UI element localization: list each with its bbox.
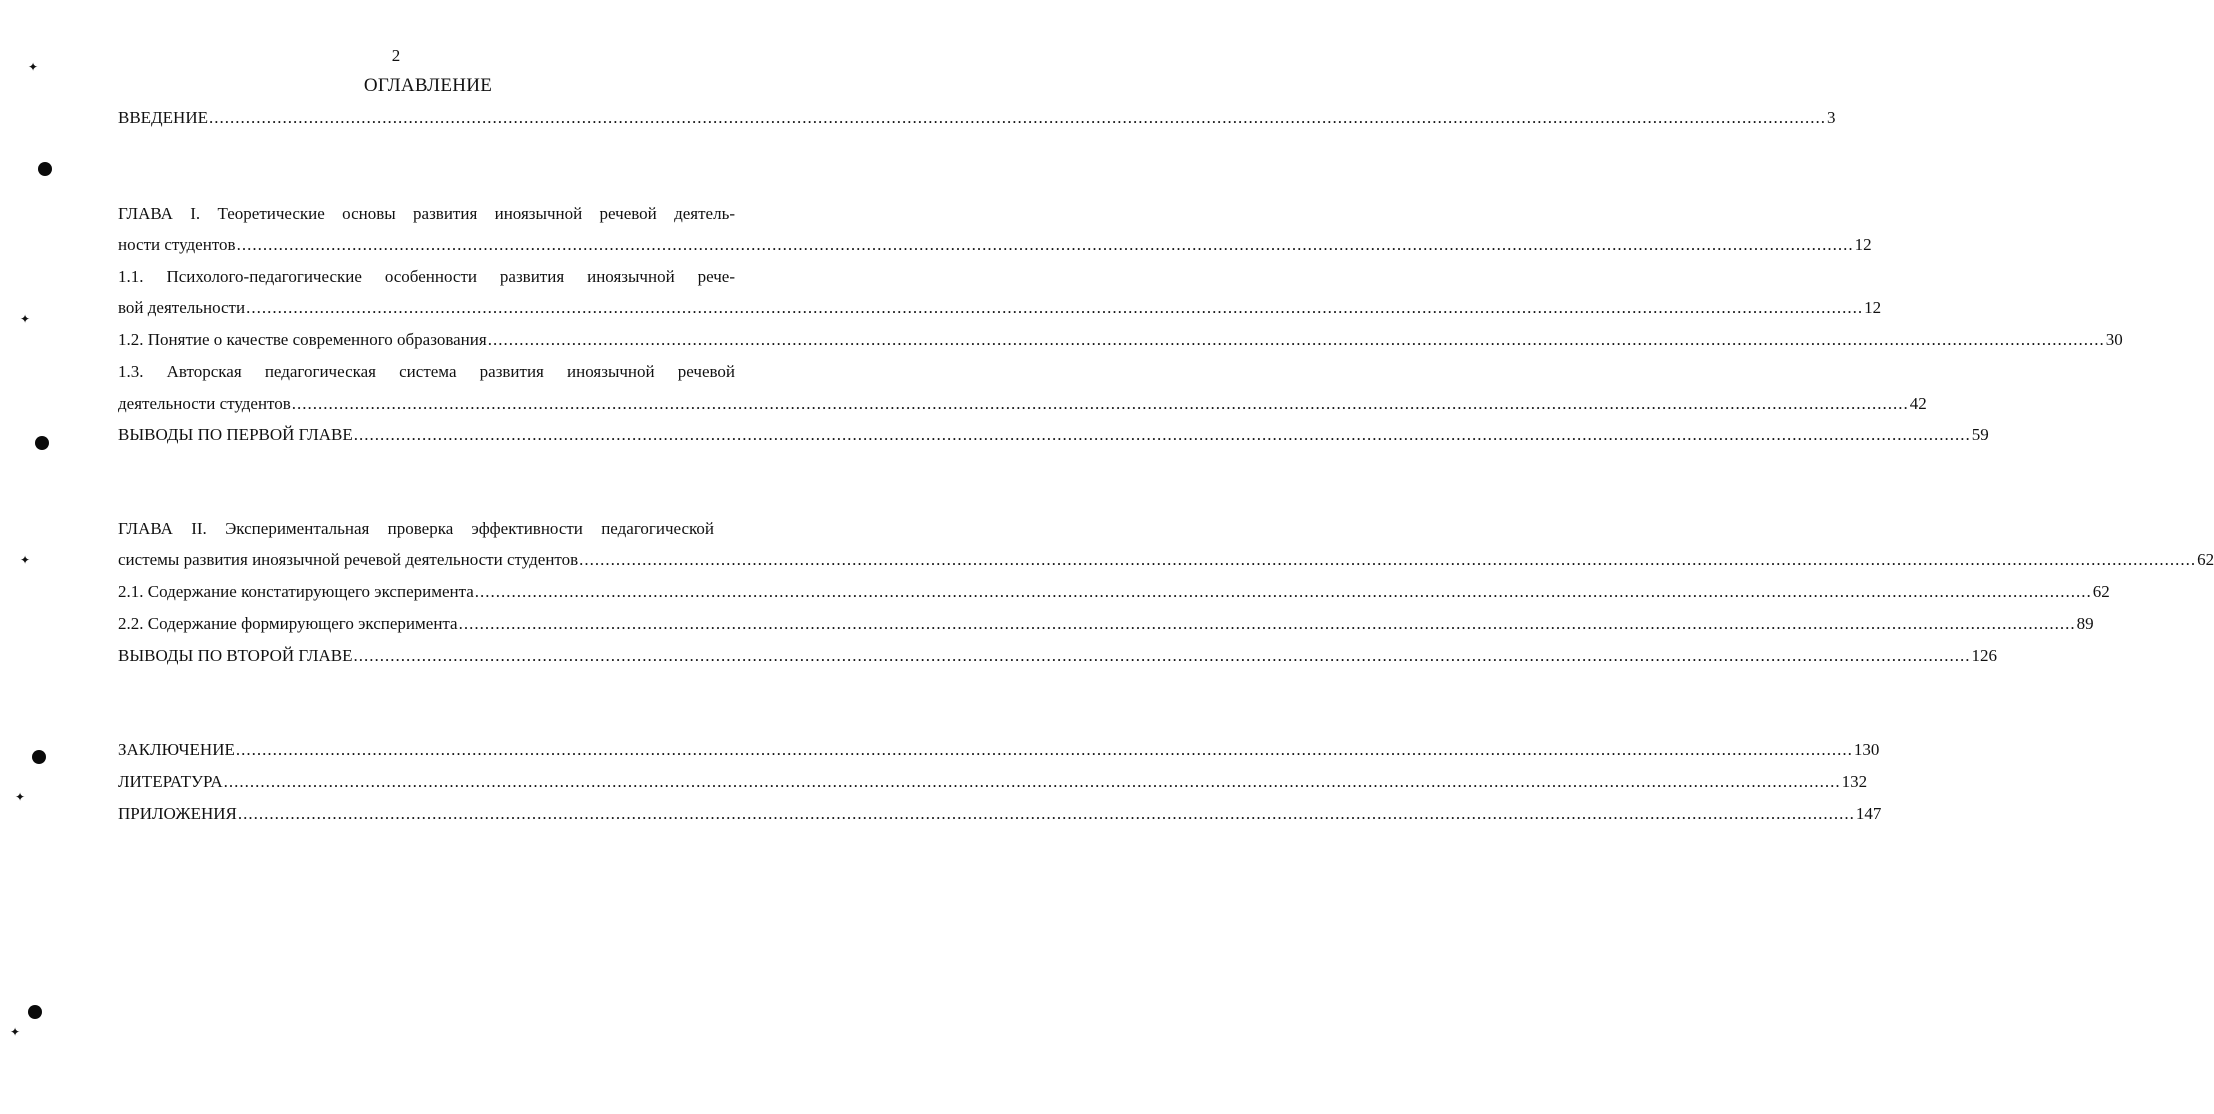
toc-entry-s13[interactable]	[118, 392, 1927, 416]
dot-leader: ....................................................................................................................................................................................................................................................................................................................	[291, 394, 1909, 413]
toc-entry-conclusion-2[interactable]	[118, 644, 1998, 668]
scan-mark: ✦	[15, 790, 26, 804]
dot-leader: ....................................................................................................................................................................................................................................................................................................................	[353, 646, 1971, 665]
toc-entry-appendices[interactable]	[118, 802, 1882, 826]
toc-entry-title: 2.1. Содержание констатирующего эксперимента	[118, 582, 474, 601]
dot-leader: ....................................................................................................................................................................................................................................................................................................................	[458, 614, 2076, 633]
scan-mark: ✦	[10, 1025, 21, 1039]
toc-entry-s11-line1[interactable]: 1.1. Психолого-педагогические особенности развития иноязычной рече-	[118, 267, 735, 286]
dot-leader: ....................................................................................................................................................................................................................................................................................................................	[223, 772, 1841, 791]
toc-entry-s22[interactable]	[118, 612, 2094, 636]
toc-entry-ch2[interactable]	[118, 548, 2214, 572]
toc-entry-title: деятельности студентов	[118, 394, 291, 413]
toc-entry-page: 12	[1864, 298, 1882, 317]
scan-mark: ✦	[28, 60, 39, 74]
toc-entry-s11[interactable]	[118, 296, 1882, 320]
toc-entry-title: вой деятельности	[118, 298, 246, 317]
toc-entry-page: 89	[2076, 614, 2094, 633]
toc-entry-title: ности студентов	[118, 235, 236, 254]
page-number: 2	[391, 46, 401, 65]
toc-entry-title: ЛИТЕРАТУРА	[118, 772, 223, 791]
punch-hole-dot	[35, 436, 49, 450]
toc-entry-page: 126	[1971, 646, 1998, 665]
scan-mark: ✦	[20, 312, 31, 326]
toc-entry-page: 42	[1909, 394, 1927, 413]
dot-leader: ....................................................................................................................................................................................................................................................................................................................	[246, 298, 1864, 317]
dot-leader: ....................................................................................................................................................................................................................................................................................................................	[237, 804, 1855, 823]
toc-entry-title: 1.2. Понятие о качестве современного образования	[118, 330, 487, 349]
punch-hole-dot	[32, 750, 46, 764]
toc-entry-title: ВЫВОДЫ ПО ПЕРВОЙ ГЛАВЕ	[118, 425, 353, 444]
toc-title: ОГЛАВЛЕНИЕ	[363, 75, 493, 96]
toc-entry-title: 2.2. Содержание формирующего эксперимента	[118, 614, 458, 633]
toc-entry-title: ЗАКЛЮЧЕНИЕ	[118, 740, 235, 759]
scan-mark: ✦	[20, 553, 31, 567]
toc-entry-conclusion-1[interactable]	[118, 423, 1989, 447]
toc-entry-conclusion[interactable]	[118, 738, 1880, 762]
toc-entry-s13-line1[interactable]: 1.3. Авторская педагогическая система развития иноязычной речевой	[118, 362, 735, 381]
toc-entry-page: 59	[1971, 425, 1989, 444]
toc-entry-title: системы развития иноязычной речевой деятельности студентов	[118, 550, 579, 569]
dot-leader: ....................................................................................................................................................................................................................................................................................................................	[487, 330, 2105, 349]
toc-entry-ch1-line1[interactable]: ГЛАВА I. Теоретические основы развития иноязычной речевой деятель-	[118, 204, 735, 223]
toc-entry-ch1[interactable]	[118, 233, 1872, 257]
dot-leader: ....................................................................................................................................................................................................................................................................................................................	[353, 425, 1971, 444]
toc-entry-page: 3	[1826, 108, 1836, 127]
toc-entry-literature[interactable]	[118, 770, 1868, 794]
dot-leader: ....................................................................................................................................................................................................................................................................................................................	[474, 582, 2092, 601]
dot-leader: ....................................................................................................................................................................................................................................................................................................................	[579, 550, 2197, 569]
toc-entry-s12[interactable]	[118, 328, 2123, 352]
toc-entry-ch2-line1[interactable]: ГЛАВА II. Экспериментальная проверка эффективности педагогической	[118, 519, 714, 538]
toc-entry-page: 147	[1855, 804, 1882, 823]
dot-leader: ....................................................................................................................................................................................................................................................................................................................	[236, 235, 1854, 254]
toc-entry-page: 62	[2092, 582, 2110, 601]
dot-leader: ....................................................................................................................................................................................................................................................................................................................	[235, 740, 1853, 759]
toc-entry-page: 12	[1854, 235, 1872, 254]
toc-entry-title: ВЫВОДЫ ПО ВТОРОЙ ГЛАВЕ	[118, 646, 353, 665]
toc-entry-intro[interactable]	[118, 106, 1836, 130]
dot-leader: ....................................................................................................................................................................................................................................................................................................................	[208, 108, 1826, 127]
toc-entry-page: 62	[2197, 550, 2214, 569]
toc-entry-title: ВВЕДЕНИЕ	[118, 108, 208, 127]
punch-hole-dot	[38, 162, 52, 176]
toc-entry-page: 30	[2105, 330, 2123, 349]
punch-hole-dot	[28, 1005, 42, 1019]
toc-entry-title: ПРИЛОЖЕНИЯ	[118, 804, 237, 823]
toc-entry-s21[interactable]	[118, 580, 2110, 604]
toc-entry-page: 132	[1841, 772, 1868, 791]
toc-entry-page: 130	[1853, 740, 1880, 759]
